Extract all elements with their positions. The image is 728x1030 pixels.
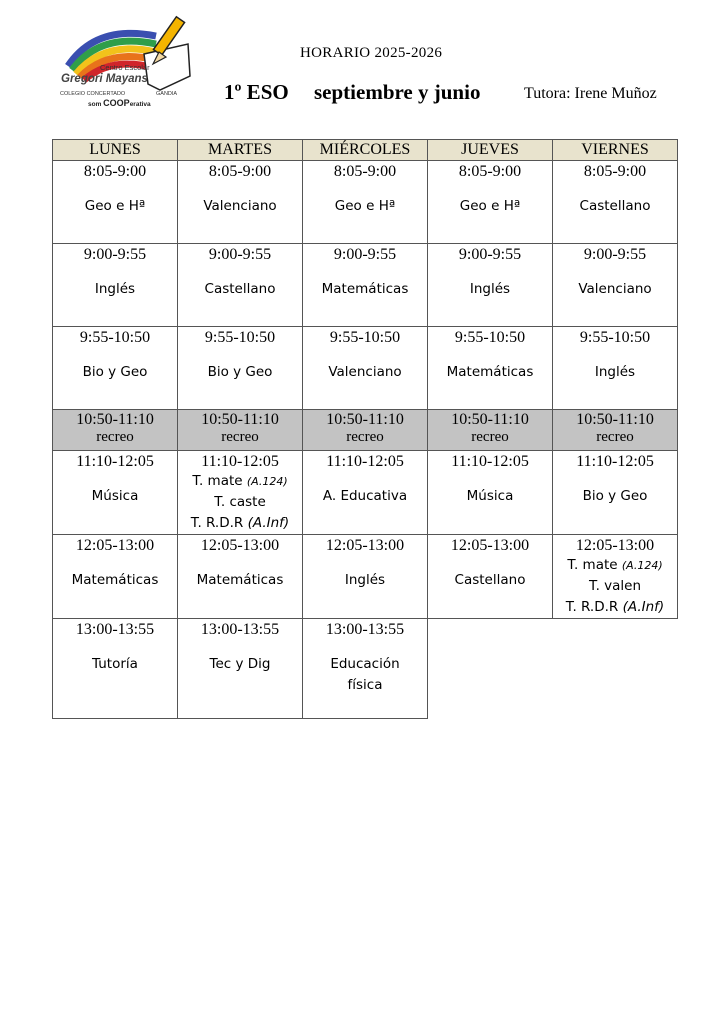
day-header-viernes: VIERNES (553, 140, 678, 161)
subject-label: Geo e Hª (334, 198, 396, 214)
time-label: 11:10-12:05 (201, 453, 279, 470)
subject-label: T. caste (214, 494, 266, 510)
schedule-cell (303, 327, 428, 410)
time-label: 12:05-13:00 (325, 537, 405, 554)
time-label: 13:00-13:55 (325, 621, 405, 638)
subject-label: Castellano (204, 281, 276, 297)
schedule-cell (178, 161, 303, 244)
time-label: 9:55-10:50 (454, 329, 526, 346)
break-cell (303, 410, 428, 451)
time-label: 9:00-9:55 (208, 246, 272, 263)
subject-label: física (347, 677, 383, 693)
subject-label: Bio y Geo (582, 488, 648, 504)
schedule-cell (553, 451, 678, 535)
day-header-jueves: JUEVES (428, 140, 553, 161)
subject-label: A. Educativa (322, 488, 408, 504)
schedule-cell (303, 535, 428, 619)
subject-label: Bio y Geo (207, 364, 273, 380)
schedule-cell (178, 244, 303, 327)
break-label: recreo (471, 429, 509, 445)
time-label: 9:00-9:55 (83, 246, 147, 263)
subject-line (553, 597, 677, 618)
schedule-table (52, 139, 678, 719)
break-cell (53, 410, 178, 451)
logo-line4: GANDIA (156, 91, 178, 97)
subject-group (178, 471, 302, 534)
time-label: 11:10-12:05 (76, 453, 154, 470)
school-logo (56, 14, 196, 112)
schedule-cell (303, 161, 428, 244)
room-note: (A.124) (246, 475, 288, 488)
subject-label: Tutoría (92, 656, 138, 672)
subject-label: Música (91, 488, 139, 504)
subject-label: T. R.D.R (190, 515, 248, 531)
time-label: 9:55-10:50 (579, 329, 651, 346)
subject-label: Valenciano (203, 198, 277, 214)
logo-line1: Centro Escolar (100, 63, 150, 72)
time-label: 8:05-9:00 (208, 163, 272, 180)
schedule-cell (178, 535, 303, 619)
table-row (53, 535, 678, 619)
subject-label: Geo e Hª (84, 198, 146, 214)
schedule-cell (53, 244, 178, 327)
schedule-cell (428, 535, 553, 619)
subject-label: Castellano (454, 572, 526, 588)
time-label: 9:00-9:55 (333, 246, 397, 263)
room-note: (A.Inf) (622, 599, 665, 615)
time-label: 9:55-10:50 (329, 329, 401, 346)
table-row (53, 327, 678, 410)
day-header-martes: MARTES (178, 140, 303, 161)
table-row (53, 244, 678, 327)
subject-label: Inglés (594, 364, 636, 380)
subject-label: Educación (330, 656, 400, 672)
schedule-cell (428, 451, 553, 535)
subject-label: Bio y Geo (82, 364, 148, 380)
logo-line2: Gregori Mayans (61, 73, 148, 85)
day-header-row (53, 140, 678, 161)
subject-label: Valenciano (578, 281, 652, 297)
schedule-title: HORARIO 2025-2026 (300, 45, 443, 61)
schedule-cell (178, 619, 303, 719)
course-name: 1º ESO (224, 80, 289, 104)
subject-label: Matemáticas (196, 572, 284, 588)
day-header-lunes: LUNES (53, 140, 178, 161)
table-row (53, 619, 678, 719)
time-label: 8:05-9:00 (458, 163, 522, 180)
subject-line (178, 513, 302, 534)
subject-label: Música (466, 488, 514, 504)
schedule-cell (428, 327, 553, 410)
time-label: 10:50-11:10 (201, 411, 279, 428)
schedule-cell (53, 451, 178, 535)
empty-cell (428, 619, 553, 719)
tutor-name: Tutora: Irene Muñoz (524, 85, 657, 102)
time-label: 8:05-9:00 (583, 163, 647, 180)
break-label: recreo (596, 429, 634, 445)
table-row (53, 451, 678, 535)
time-label: 9:00-9:55 (458, 246, 522, 263)
time-label: 13:00-13:55 (200, 621, 280, 638)
schedule-cell (428, 161, 553, 244)
subject-label: Inglés (344, 572, 386, 588)
logo-line3: COLEGIO CONCERTADO (60, 91, 126, 97)
time-label: 9:55-10:50 (204, 329, 276, 346)
empty-cell (553, 619, 678, 719)
time-label: 12:05-13:00 (200, 537, 280, 554)
schedule-cell (553, 327, 678, 410)
time-label: 13:00-13:55 (75, 621, 155, 638)
time-label: 10:50-11:10 (76, 411, 154, 428)
schedule-cell (53, 619, 178, 719)
break-label: recreo (96, 429, 134, 445)
time-label: 9:55-10:50 (79, 329, 151, 346)
subject-label: Inglés (94, 281, 136, 297)
table-row (53, 161, 678, 244)
schedule-cell (178, 327, 303, 410)
time-label: 11:10-12:05 (326, 453, 404, 470)
schedule-cell (178, 451, 303, 535)
subject-group (303, 654, 427, 696)
subject-label: Matemáticas (321, 281, 409, 297)
break-row (53, 410, 678, 451)
time-label: 8:05-9:00 (83, 163, 147, 180)
time-label: 10:50-11:10 (451, 411, 529, 428)
subject-label: T. mate (192, 473, 247, 489)
day-header-miercoles: MIÉRCOLES (303, 140, 428, 161)
break-cell (178, 410, 303, 451)
subject-label: T. valen (588, 578, 642, 594)
subject-label: T. mate (567, 557, 622, 573)
subject-label: Castellano (579, 198, 651, 214)
schedule-cell (553, 161, 678, 244)
time-label: 12:05-13:00 (450, 537, 530, 554)
subject-group (553, 555, 677, 618)
break-label: recreo (346, 429, 384, 445)
period-name: septiembre y junio (314, 80, 481, 104)
subject-label: Inglés (469, 281, 511, 297)
subject-label: Matemáticas (446, 364, 534, 380)
subject-label: T. R.D.R (565, 599, 623, 615)
subject-label: Valenciano (328, 364, 402, 380)
subject-line (553, 555, 677, 576)
room-note: (A.124) (621, 559, 663, 572)
time-label: 8:05-9:00 (333, 163, 397, 180)
schedule-cell (303, 244, 428, 327)
subject-label: Geo e Hª (459, 198, 521, 214)
subject-label: Tec y Dig (209, 656, 271, 672)
time-label: 12:05-13:00 (575, 537, 655, 554)
schedule-cell (553, 244, 678, 327)
time-label: 10:50-11:10 (576, 411, 654, 428)
schedule-cell (303, 619, 428, 719)
logo-line5: som COOPerativa (88, 98, 151, 108)
subject-label: Matemáticas (71, 572, 159, 588)
schedule-cell (428, 244, 553, 327)
break-label: recreo (221, 429, 259, 445)
time-label: 12:05-13:00 (75, 537, 155, 554)
subject-line (178, 471, 302, 492)
break-cell (553, 410, 678, 451)
time-label: 9:00-9:55 (583, 246, 647, 263)
break-cell (428, 410, 553, 451)
time-label: 11:10-12:05 (576, 453, 654, 470)
schedule-cell (53, 161, 178, 244)
schedule-cell (53, 535, 178, 619)
schedule-cell (303, 451, 428, 535)
time-label: 11:10-12:05 (451, 453, 529, 470)
schedule-cell (553, 535, 678, 619)
room-note: (A.Inf) (247, 515, 290, 531)
time-label: 10:50-11:10 (326, 411, 404, 428)
schedule-cell (53, 327, 178, 410)
